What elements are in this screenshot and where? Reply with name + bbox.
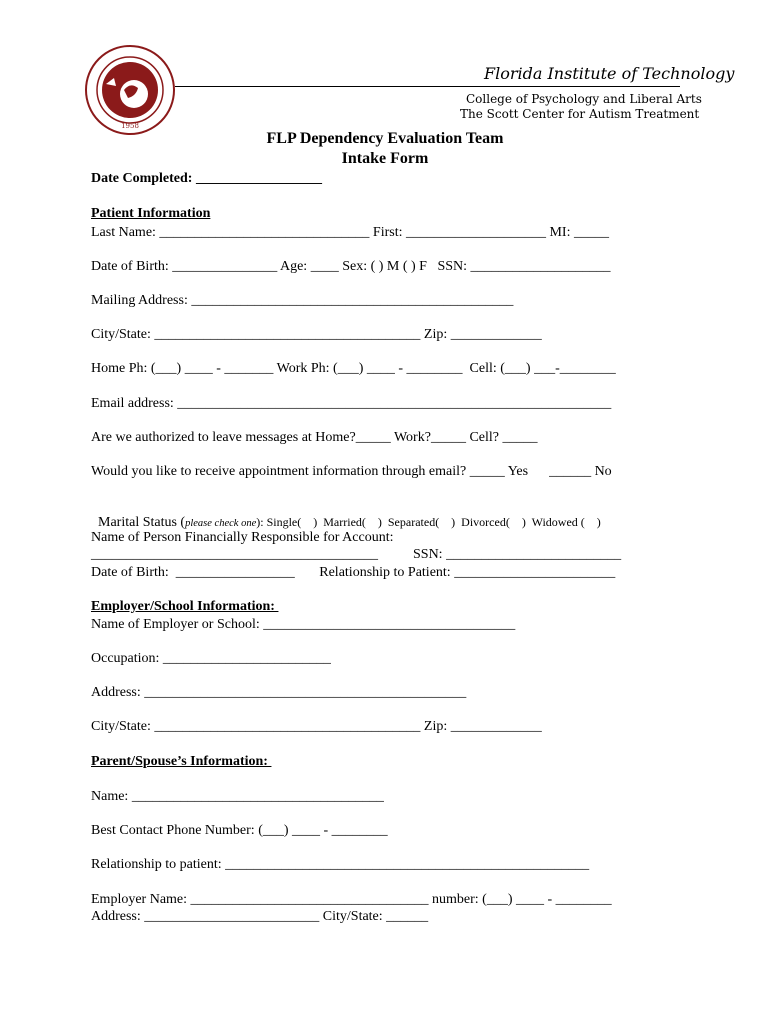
patient-name-field[interactable]: Last Name: ______________________________ First: ____________________ MI: _____: [91, 225, 609, 240]
messages-authorization-field[interactable]: Are we authorized to leave messages at Home?_____ Work?_____ Cell? _____: [91, 430, 538, 445]
header-rule: [175, 86, 680, 87]
occupation-field[interactable]: Occupation: ________________________: [91, 651, 331, 666]
form-title: FLP Dependency Evaluation Team: [266, 130, 504, 147]
seal-year: 1958: [121, 122, 139, 130]
parent-address-field[interactable]: Address: _________________________ City/State: ______: [91, 909, 429, 924]
center-name: The Scott Center for Autism Treatment: [460, 107, 700, 121]
parent-phone-field[interactable]: Best Contact Phone Number: (___) ____ - ________: [91, 823, 388, 838]
institution-name: Florida Institute of Technology: [484, 64, 735, 83]
parent-employer-field[interactable]: Employer Name: __________________________________ number: (___) ____ - ________: [91, 892, 612, 907]
parent-relationship-field[interactable]: Relationship to patient: ____________________________________________________: [91, 857, 590, 872]
employer-address-field[interactable]: Address: ______________________________________________: [91, 685, 467, 700]
fit-seal-logo: [84, 44, 176, 136]
financial-responsible-field[interactable]: _________________________________________ SSN: _________________________: [91, 547, 622, 562]
financial-dob-field[interactable]: Date of Birth: _________________ Relationship to Patient: _______________________: [91, 565, 616, 580]
employer-heading: Employer/School Information:: [91, 599, 279, 614]
patient-info-heading: Patient Information: [91, 206, 211, 221]
marital-status-field[interactable]: [91, 498, 601, 532]
patient-city-field[interactable]: City/State: ______________________________________ Zip: _____________: [91, 327, 542, 342]
patient-dob-field[interactable]: Date of Birth: _______________ Age: ____ Sex: ( ) M ( ) F SSN: ____________________: [91, 259, 611, 274]
date-completed-field[interactable]: Date Completed: __________________: [91, 171, 322, 186]
college-name: College of Psychology and Liberal Arts: [466, 92, 702, 106]
marital-options[interactable]: ): Single( ) Married( ) Separated( ) Divorced( ) Widowed ( ): [256, 515, 601, 529]
parent-name-field[interactable]: Name: ____________________________________: [91, 789, 384, 804]
mailing-address-field[interactable]: Mailing Address: ______________________________________________: [91, 293, 514, 308]
email-appointment-field[interactable]: Would you like to receive appointment information through email? _____ Yes ______ No: [91, 464, 612, 479]
parent-spouse-heading: Parent/Spouse’s Information:: [91, 754, 272, 769]
marital-note: please check one: [185, 518, 257, 529]
employer-name-field[interactable]: Name of Employer or School: ____________________________________: [91, 617, 516, 632]
financial-responsible-label: Name of Person Financially Responsible for Account:: [91, 530, 394, 545]
employer-city-field[interactable]: City/State: ______________________________________ Zip: _____________: [91, 719, 542, 734]
form-subtitle: Intake Form: [341, 150, 429, 167]
marital-status-label: Marital Status (: [98, 515, 186, 530]
email-field[interactable]: Email address: ______________________________________________________________: [91, 396, 612, 411]
patient-phone-field[interactable]: Home Ph: (___) ____ - _______ Work Ph: (___) ____ - ________ Cell: (___) ___-________: [91, 361, 616, 376]
